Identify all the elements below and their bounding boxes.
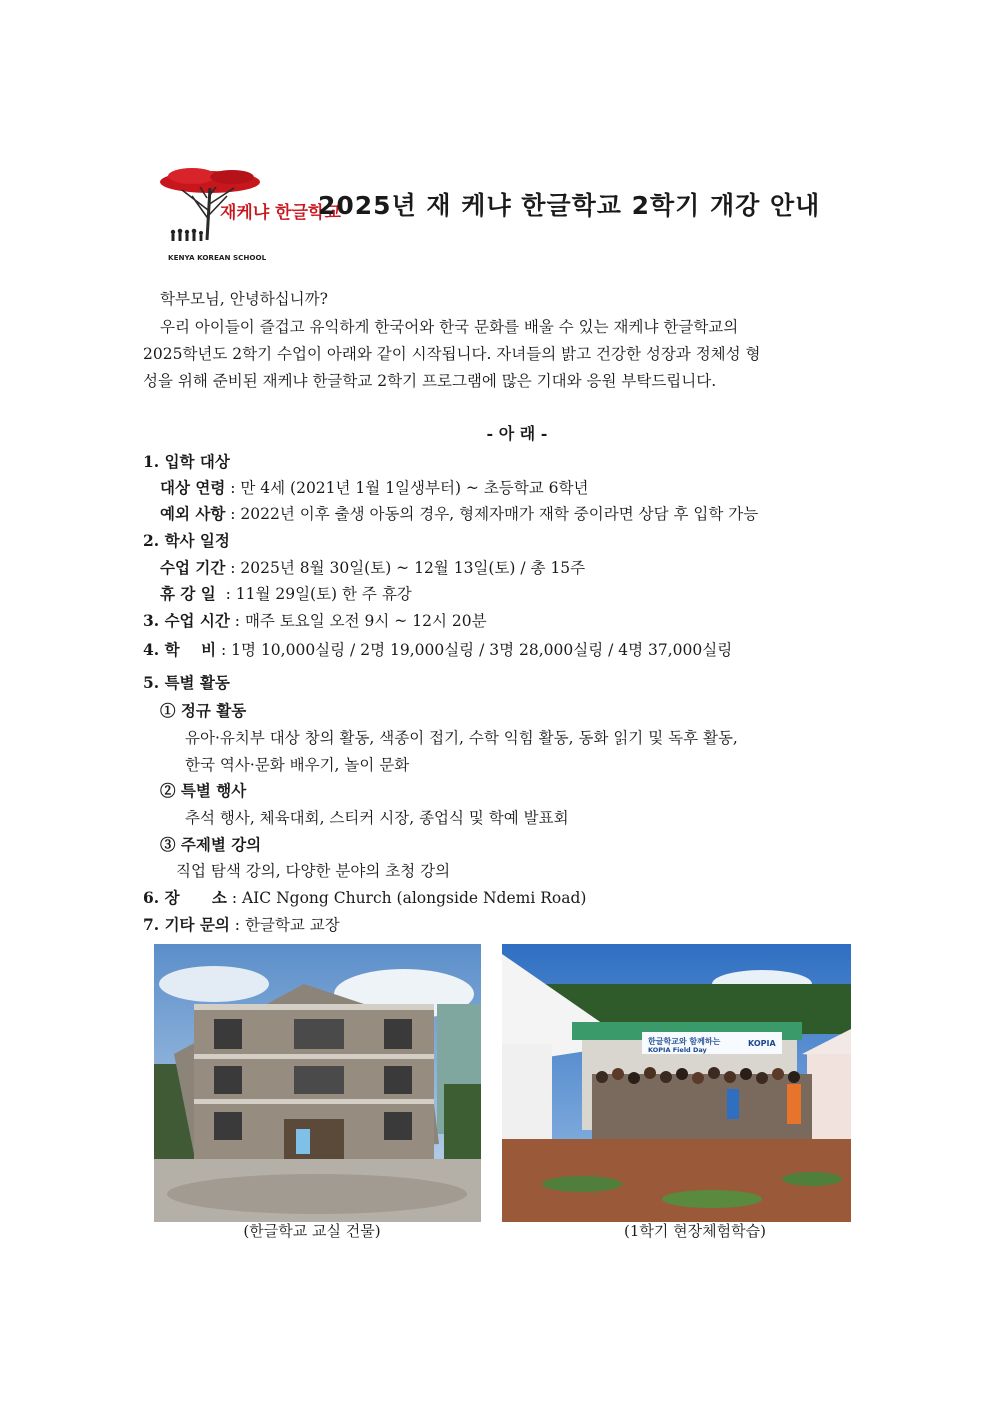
section-5-heading [143,671,230,693]
section-label: 2. 학사 일정 [143,531,230,550]
section-label: 1. 입학 대상 [143,452,230,471]
section-1-heading [143,450,230,472]
section-label: 3. 수업 시간 [143,611,230,630]
logo-english-text: KENYA KOREAN SCHOOL [168,253,267,262]
right-photo-caption: (1학기 현장체험학습) [624,1222,766,1240]
greeting-text: 학부모님, 안녕하십니까? [160,290,328,308]
item-label: 휴 강 일 [160,584,216,603]
section-label: 4. 학 비 [143,640,217,659]
banner-logo-text: KOPIA [748,1039,776,1048]
item-label: 예외 사항 [160,504,226,523]
school-logo [152,160,341,268]
intro-paragraph [143,314,853,395]
tree-logo-icon [152,160,341,268]
school-building-photo [154,944,481,1222]
section-5-lectures-line: 직업 탐색 강의, 다양한 분야의 초청 강의 [176,862,451,880]
section-label: 6. 장 소 [143,888,227,907]
section-4-tuition [143,638,732,660]
item-label: ② 특별 행사 [160,781,247,800]
item-value: : 2022년 이후 출생 아동의 경우, 형제자매가 재학 중이라면 상담 후 입학 가능 [225,505,759,523]
item-value: : 2025년 8월 30일(토) ~ 12월 13일(토) / 총 15주 [225,559,586,577]
section-6-location [143,886,586,908]
section-5-events-line: 추석 행사, 체육대회, 스티커 시장, 종업식 및 학예 발표회 [185,809,569,827]
item-value: : 11월 29일(토) 한 주 휴강 [215,585,412,603]
item-value: : 한글학교 교장 [229,916,340,934]
item-value: : 1명 10,000실링 / 2명 19,000실링 / 3명 28,000실링 / 4명 37,000실링 [216,641,733,659]
section-1-exception [160,502,758,524]
item-label: 수업 기간 [160,558,226,577]
item-label: 대상 연령 [160,478,226,497]
notice-heading-text: - 아 래 - [486,424,548,443]
intro-line: 우리 아이들이 즐겁고 유익하게 한국어와 한국 문화를 배울 수 있는 재케냐 한글학교의 [160,318,739,336]
section-5-regular [160,699,246,721]
item-value: : AIC Ngong Church (alongside Ndemi Road) [226,889,587,907]
page-title: 2025년 재 케냐 한글학교 2학기 개강 안내 [318,191,821,220]
section-5-lectures [160,833,261,855]
section-3-class-time [143,609,487,631]
building-photo-icon [154,944,481,1222]
section-5-regular-line: 유아·유치부 대상 창의 활동, 색종이 접기, 수학 익힘 활동, 동화 읽기 및 독후 활동, [185,729,738,747]
intro-line: 성을 위해 준비된 재케냐 한글학교 2학기 프로그램에 많은 기대와 응원 부탁드립니다. [143,372,717,390]
section-7-contact [143,913,340,935]
item-label: ③ 주제별 강의 [160,835,262,854]
logo-korean-top: 재케냐 한글학교 [220,203,341,223]
section-label: 7. 기타 문의 [143,915,230,934]
section-2-holiday [160,582,412,604]
field-trip-photo-icon [502,944,851,1222]
section-5-regular-line: 한국 역사·문화 배우기, 놀이 문화 [185,756,410,774]
item-value: : 매주 토요일 오전 9시 ~ 12시 20분 [229,612,487,630]
section-2-heading [143,529,230,551]
section-label: 5. 특별 활동 [143,673,230,692]
section-5-events [160,779,246,801]
banner-sub-text: KOPIA Field Day [648,1046,707,1054]
notice-heading [0,421,992,444]
left-photo-caption: (한글학교 교실 건물) [243,1222,381,1240]
section-1-age [160,476,588,498]
item-label: ① 정규 활동 [160,701,247,720]
crowd-of-people-icon [592,1067,812,1139]
field-trip-photo [502,944,851,1222]
item-value: : 만 4세 (2021년 1월 1일생부터) ~ 초등학교 6학년 [225,479,589,497]
section-2-period [160,556,585,578]
banner-text: 한글학교와 함께하는 [648,1037,721,1046]
intro-line: 2025학년도 2학기 수업이 아래와 같이 시작됩니다. 자녀들의 밝고 건강한 성장과 정체성 형 [143,345,761,363]
